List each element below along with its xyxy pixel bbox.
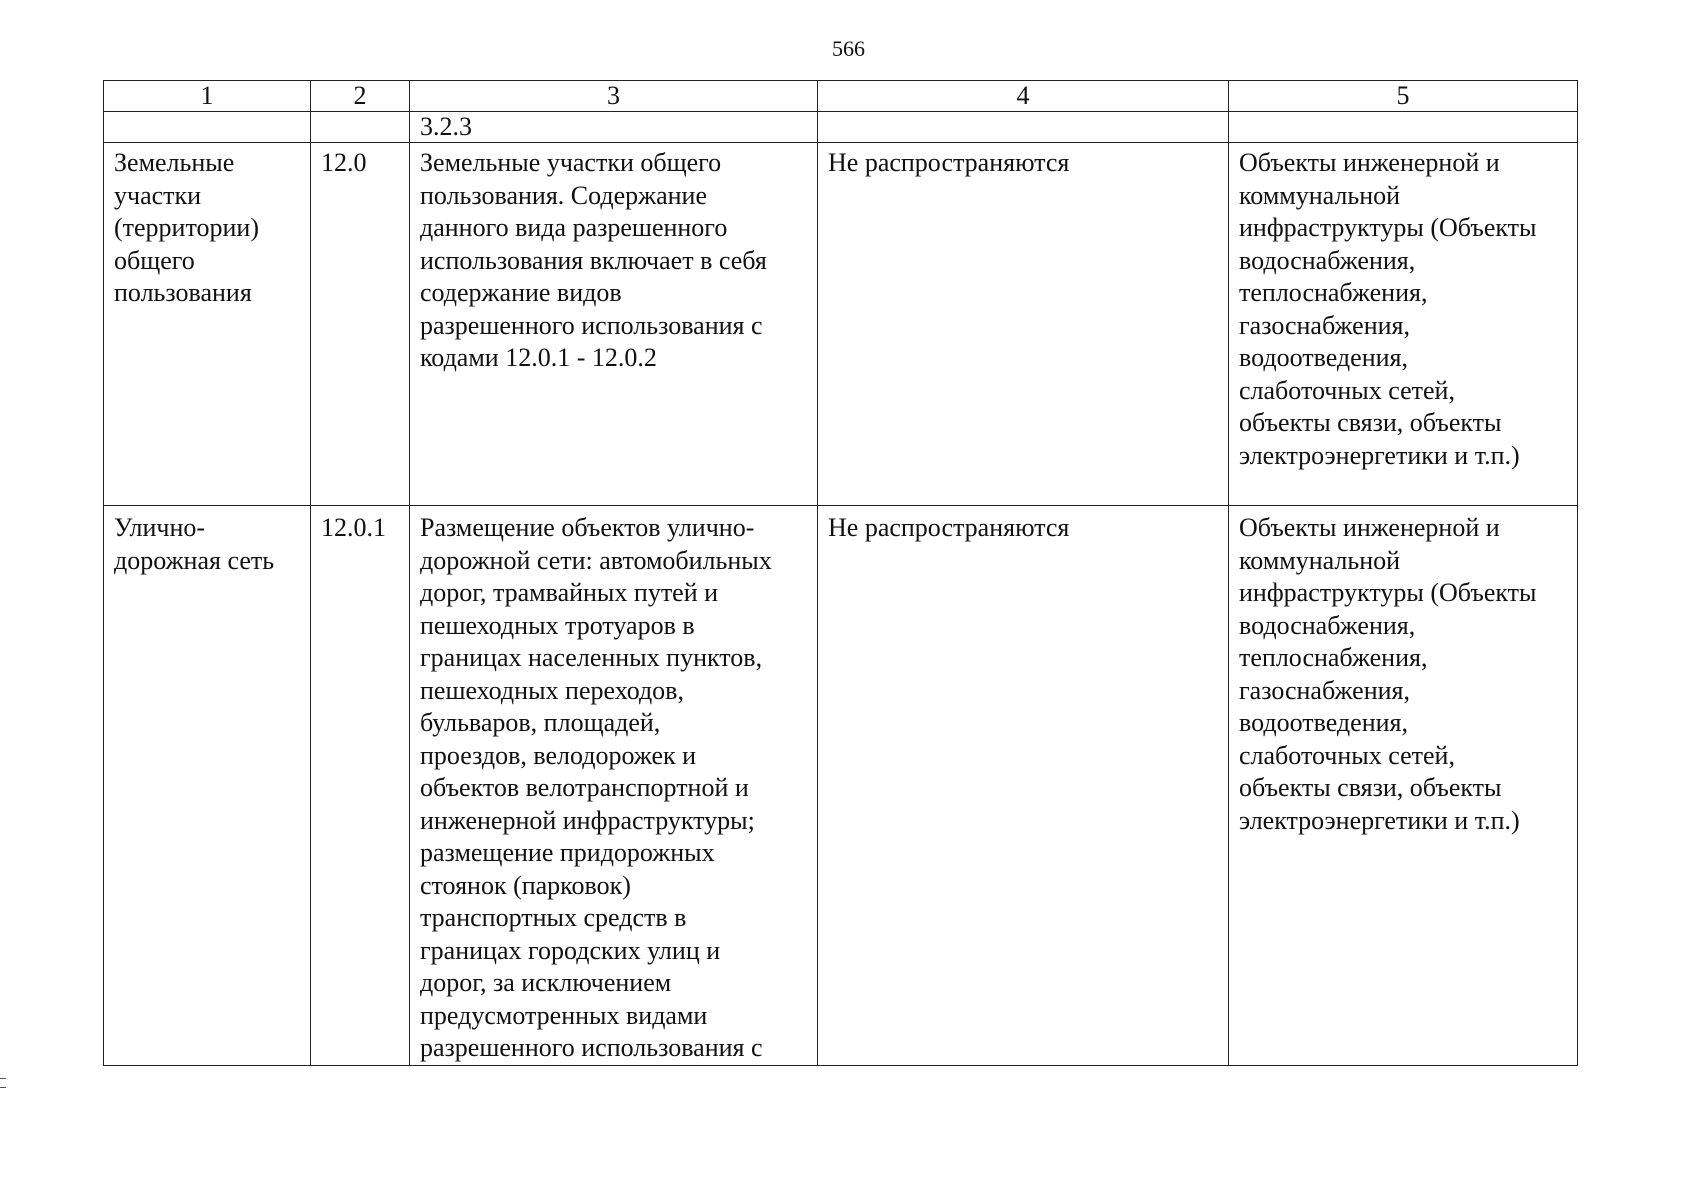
- continuation-cell-4: [818, 112, 1229, 143]
- continuation-cell-5: [1229, 112, 1578, 143]
- continuation-cell-2: [311, 112, 410, 143]
- table-header-row: [104, 81, 1578, 112]
- table-row: [104, 506, 1578, 1066]
- use-description-cell: Размещение объектов улично- дорожной сети: автомобильных дорог, трамвайных путей и пешеходных тротуаров в границах населенных пунктов, пешеходных переходов, бульваров, площадей, проездов, велодорожек и объектов велотранспортной и инженерной инфраструктуры; размещение придорожных стоянок (парковок) транспортных средств в границах городских улиц и дорог, за исключением предусмотренных видами разрешенного использования с: [410, 506, 818, 1066]
- continuation-cell-1: [104, 112, 311, 143]
- header-cell-4: 4: [818, 81, 1229, 112]
- page-number: 566: [832, 36, 865, 61]
- header-cell-2: 2: [311, 81, 410, 112]
- permitted-objects-cell: Объекты инженерной и коммунальной инфраструктуры (Объекты водоснабжения, теплоснабжения, газоснабжения, водоотведения, слаботочных сетей, объекты связи, объекты электроэнергетики и т.п.): [1229, 143, 1578, 506]
- land-use-table: [103, 80, 1578, 1066]
- table-row-continuation: [104, 112, 1578, 143]
- use-name-cell: Улично- дорожная сеть: [104, 506, 311, 1066]
- header-cell-1: 1: [104, 81, 311, 112]
- limits-cell: Не распространяются: [818, 506, 1229, 1066]
- scan-edge-mark: [0, 1078, 6, 1088]
- header-cell-5: 5: [1229, 81, 1578, 112]
- continuation-cell-3: 3.2.3: [410, 112, 818, 143]
- use-name-cell: Земельные участки (территории) общего пользования: [104, 143, 311, 506]
- use-code-cell: 12.0: [311, 143, 410, 506]
- use-description-cell: Земельные участки общего пользования. Содержание данного вида разрешенного использования включает в себя содержание видов разрешенного использования с кодами 12.0.1 - 12.0.2: [410, 143, 818, 506]
- table-row: [104, 143, 1578, 506]
- permitted-objects-cell: Объекты инженерной и коммунальной инфраструктуры (Объекты водоснабжения, теплоснабжения, газоснабжения, водоотведения, слаботочных сетей, объекты связи, объекты электроэнергетики и т.п.): [1229, 506, 1578, 1066]
- use-code-cell: 12.0.1: [311, 506, 410, 1066]
- header-cell-3: 3: [410, 81, 818, 112]
- limits-cell: Не распространяются: [818, 143, 1229, 506]
